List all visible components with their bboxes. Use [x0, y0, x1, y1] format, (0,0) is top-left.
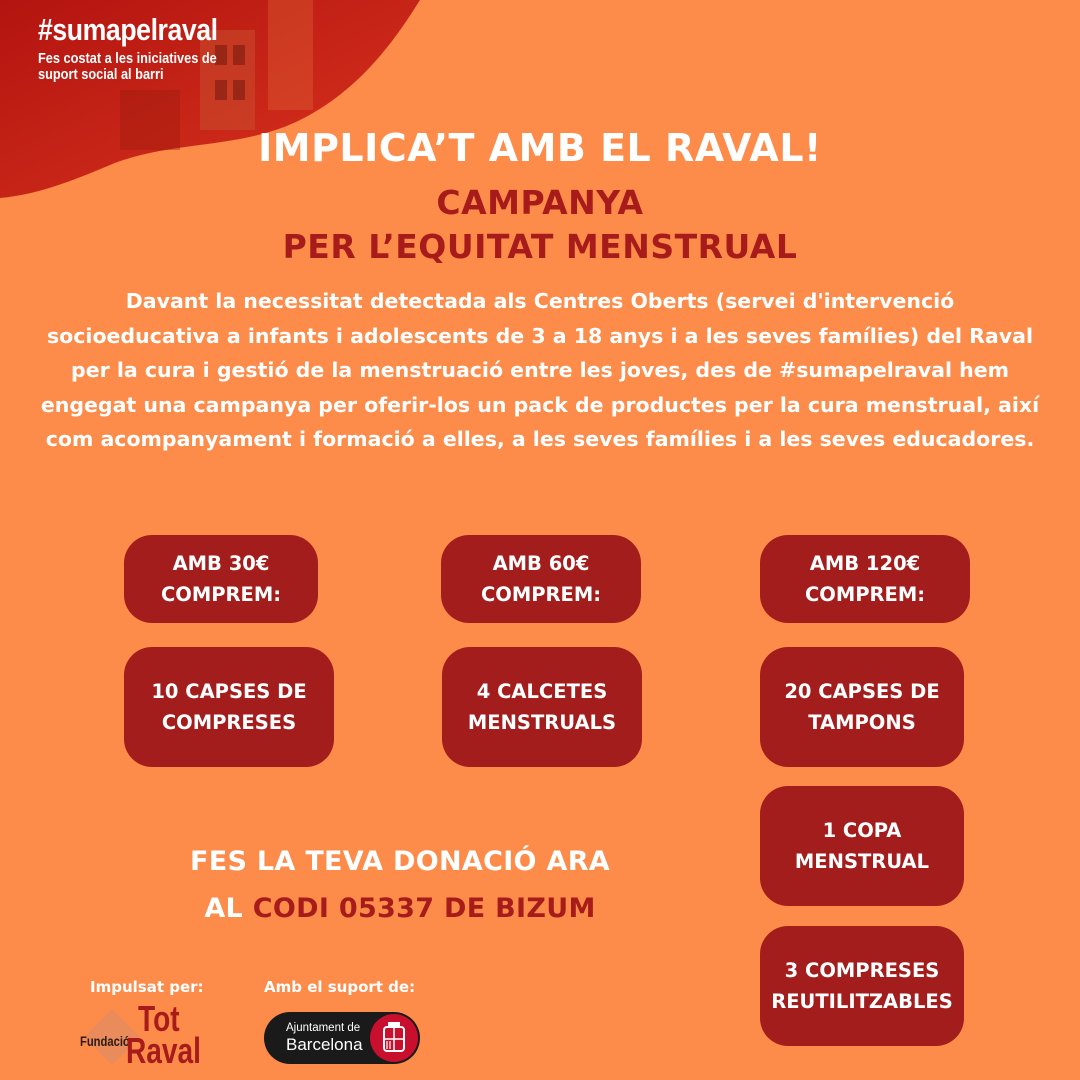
- subtitle-line-1: CAMPANYA: [436, 183, 644, 222]
- product-calcetes: 4 CALCETES MENSTRUALS: [442, 647, 642, 767]
- product-compreses-reutilitzables: 3 COMPRESES REUTILITZABLES: [760, 926, 964, 1046]
- supported-by-label: Amb el suport de:: [264, 978, 416, 996]
- page-title: IMPLICA’T AMB EL RAVAL!: [258, 126, 822, 170]
- campaign-tagline: Fes costat a les iniciatives de suport social al barri: [38, 51, 217, 83]
- ajuntament-barcelona-logo: [264, 1012, 420, 1064]
- donation-30-amount: AMB 30€ COMPREM:: [124, 535, 318, 623]
- donation-cta-line-2: [100, 893, 700, 924]
- tot-word: Tot: [138, 998, 180, 1039]
- subtitle-line-2: PER L’EQUITAT MENSTRUAL: [282, 227, 798, 266]
- donation-cta-line-1: FES LA TEVA DONACIÓ ARA: [189, 846, 610, 877]
- bizum-code: CODI 05337 DE BIZUM: [252, 893, 596, 924]
- header-banner: [0, 0, 420, 200]
- campaign-description: Davant la necessitat detectada als Centres Oberts (servei d'intervenció socioeducativa a infants i adolescents de 3 a 18 anys i a les seves famílies) del Raval per la cura i gestió de la menstruació entre les joves, des de #sumapelraval hem engegat una campanya per oferir-los un pack de productes per la cura menstrual, així com acompanyament i formació a elles, a les seves famílies i a les seves educadores.: [40, 289, 1040, 451]
- product-compreses: 10 CAPSES DE COMPRESES: [124, 647, 334, 767]
- cta-prefix: AL: [204, 893, 253, 924]
- raval-word: Raval: [126, 1030, 201, 1071]
- donation-120-amount: AMB 120€ COMPREM:: [760, 535, 970, 623]
- campaign-hashtag: #sumapelraval: [38, 12, 218, 47]
- fundacio-tot-raval-logo: [80, 998, 210, 1071]
- barcelona-crest-icon: [370, 1014, 418, 1062]
- ajuntament-line-2: Barcelona: [286, 1035, 363, 1054]
- promoted-by-label: Impulsat per:: [90, 978, 204, 996]
- fundacio-word: Fundació: [80, 1033, 130, 1049]
- ajuntament-line-1: Ajuntament de: [286, 1022, 361, 1034]
- product-copa: 1 COPA MENSTRUAL: [760, 786, 964, 906]
- product-tampons: 20 CAPSES DE TAMPONS: [760, 647, 964, 767]
- donation-60-amount: AMB 60€ COMPREM:: [441, 535, 641, 623]
